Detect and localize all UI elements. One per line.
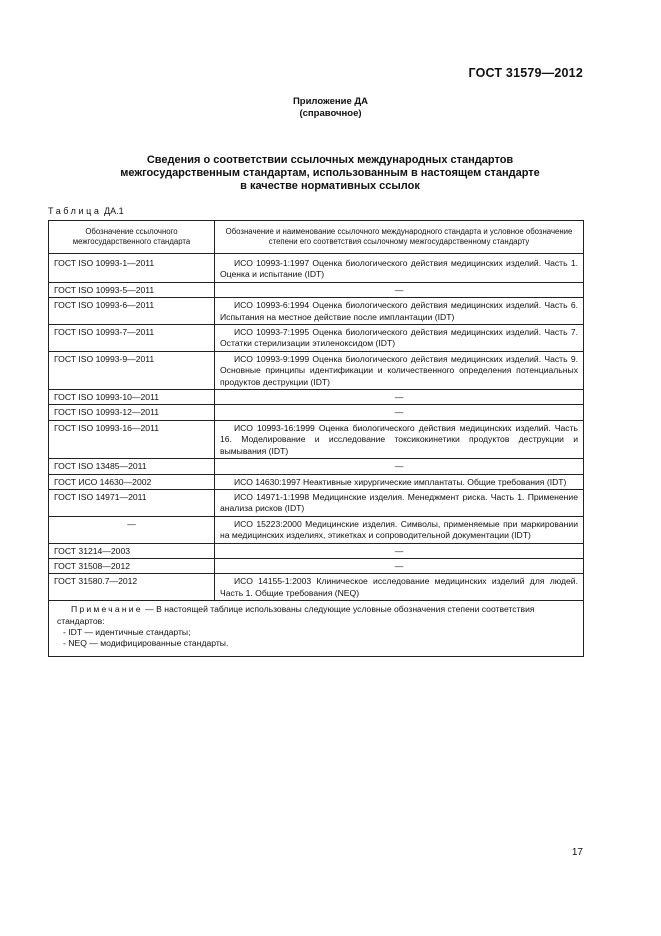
header-standard-number: ГОСТ 31579—2012 xyxy=(468,66,583,80)
referenced-standard-cell: — xyxy=(49,516,215,543)
referenced-standard-cell: ГОСТ ISO 13485—2011 xyxy=(49,459,215,474)
international-standard-cell xyxy=(215,474,584,489)
referenced-standard-cell: ГОСТ ISO 10993-6—2011 xyxy=(49,298,215,325)
referenced-standard-cell: ГОСТ ISO 10993-10—2011 xyxy=(49,390,215,405)
table-row xyxy=(49,459,584,474)
table-row xyxy=(49,390,584,405)
international-standard-cell xyxy=(215,574,584,601)
table-row xyxy=(49,351,584,389)
referenced-standard-cell: ГОСТ ISO 10993-12—2011 xyxy=(49,405,215,420)
referenced-standard-cell: ГОСТ ИСО 14630—2002 xyxy=(49,474,215,489)
international-standard-cell xyxy=(215,516,584,543)
table-row xyxy=(49,543,584,558)
international-standard-cell: — xyxy=(215,558,584,573)
referenced-standard-cell: ГОСТ 31580.7—2012 xyxy=(49,574,215,601)
note-item: - NEQ — модифицированные стандарты. xyxy=(63,638,229,649)
table-label-word: Таблица xyxy=(48,206,102,216)
reference-text: ИСО 10993-7:1995 Оценка биологического действия медицинских изделий. Часть 7. Остатки стерилизации этиленоксидом (IDT) xyxy=(220,327,578,349)
referenced-standard-cell: ГОСТ 31214—2003 xyxy=(49,543,215,558)
appendix-title: Приложение ДА xyxy=(292,96,369,107)
international-standard-cell xyxy=(215,351,584,389)
international-standard-cell: — xyxy=(215,459,584,474)
international-standard-cell: — xyxy=(215,390,584,405)
note-intro: — В настоящей таблице использованы следующие условные обозначения степени соответствия стандартов: xyxy=(57,604,535,626)
note-item: - IDT — идентичные стандарты; xyxy=(63,626,191,637)
table-header-row xyxy=(49,221,584,254)
table-label xyxy=(48,206,124,216)
referenced-standard-cell: ГОСТ ISO 10993-1—2011 xyxy=(49,254,215,283)
appendix-heading xyxy=(0,96,661,120)
document-title xyxy=(80,154,580,193)
title-line: Сведения о соответствии ссылочных международных стандартов xyxy=(146,154,514,166)
table-row xyxy=(49,558,584,573)
table-row xyxy=(49,516,584,543)
international-standard-cell xyxy=(215,489,584,516)
table-note xyxy=(49,601,584,657)
table-row xyxy=(49,405,584,420)
referenced-standard-cell: ГОСТ 31508—2012 xyxy=(49,558,215,573)
appendix-subtitle: (справочное) xyxy=(299,108,362,119)
reference-text: ИСО 10993-16:1999 Оценка биологического действия медицинских изделий. Часть 16. Моделирование и исследование токсикокинетики продуктов деструкции и вымывания (IDT) xyxy=(220,422,578,456)
international-standard-cell xyxy=(215,254,584,283)
referenced-standard-cell: ГОСТ ISO 14971—2011 xyxy=(49,489,215,516)
referenced-standard-cell: ГОСТ ISO 10993-9—2011 xyxy=(49,351,215,389)
correspondence-table xyxy=(48,220,584,657)
table-row xyxy=(49,282,584,297)
title-line: в качестве нормативных ссылок xyxy=(240,180,420,192)
reference-text: ИСО 14630:1997 Неактивные хирургические имплантаты. Общие требования (IDT) xyxy=(234,476,567,487)
table-row xyxy=(49,298,584,325)
table-row xyxy=(49,574,584,601)
note-label: Примечание xyxy=(71,604,143,615)
column-header: Обозначение ссылочного межгосударственного стандарта xyxy=(49,221,215,254)
reference-text: ИСО 14155-1:2003 Клиническое исследование медицинских изделий для людей. Часть 1. Общие требования (NEQ) xyxy=(220,576,578,598)
international-standard-cell xyxy=(215,298,584,325)
title-line: межгосударственным стандартам, использованным в настоящем стандарте xyxy=(120,167,540,179)
table-row xyxy=(49,254,584,283)
referenced-standard-cell: ГОСТ ISO 10993-5—2011 xyxy=(49,282,215,297)
page-number: 17 xyxy=(571,847,583,858)
referenced-standard-cell: ГОСТ ISO 10993-16—2011 xyxy=(49,420,215,458)
table-label-number: ДА.1 xyxy=(104,206,124,216)
international-standard-cell: — xyxy=(215,405,584,420)
international-standard-cell: — xyxy=(215,543,584,558)
table-row xyxy=(49,325,584,352)
table-row xyxy=(49,474,584,489)
referenced-standard-cell: ГОСТ ISO 10993-7—2011 xyxy=(49,325,215,352)
international-standard-cell xyxy=(215,325,584,352)
reference-text: ИСО 15223:2000 Медицинские изделия. Символы, применяемые при маркировании на медицинских изделиях, этикетках и сопроводительной документации (IDT) xyxy=(220,518,578,541)
note-paragraph xyxy=(57,604,577,627)
table-body xyxy=(49,254,584,657)
column-header: Обозначение и наименование ссылочного международного стандарта и условное обозначение степени его соответствия ссылочному межгосударственному стандарту xyxy=(215,221,584,254)
table-row xyxy=(49,420,584,458)
international-standard-cell: — xyxy=(215,282,584,297)
table-note-row xyxy=(49,601,584,657)
table-row xyxy=(49,489,584,516)
reference-text: ИСО 10993-9:1999 Оценка биологического действия медицинских изделий. Часть 9. Основные принципы идентификации и количественного определения потенциальных продуктов деструкции (IDT) xyxy=(220,353,578,387)
international-standard-cell xyxy=(215,420,584,458)
reference-text: ИСО 10993-6:1994 Оценка биологического действия медицинских изделий. Часть 6. Испытания на местное действие после имплантации (IDT) xyxy=(220,300,578,322)
reference-text: ИСО 14971-1:1998 Медицинские изделия. Менеджмент риска. Часть 1. Применение анализа рисков (IDT) xyxy=(220,491,578,514)
reference-text: ИСО 10993-1:1997 Оценка биологического действия медицинских изделий. Часть 1. Оценка и испытание (IDT) xyxy=(220,258,578,280)
